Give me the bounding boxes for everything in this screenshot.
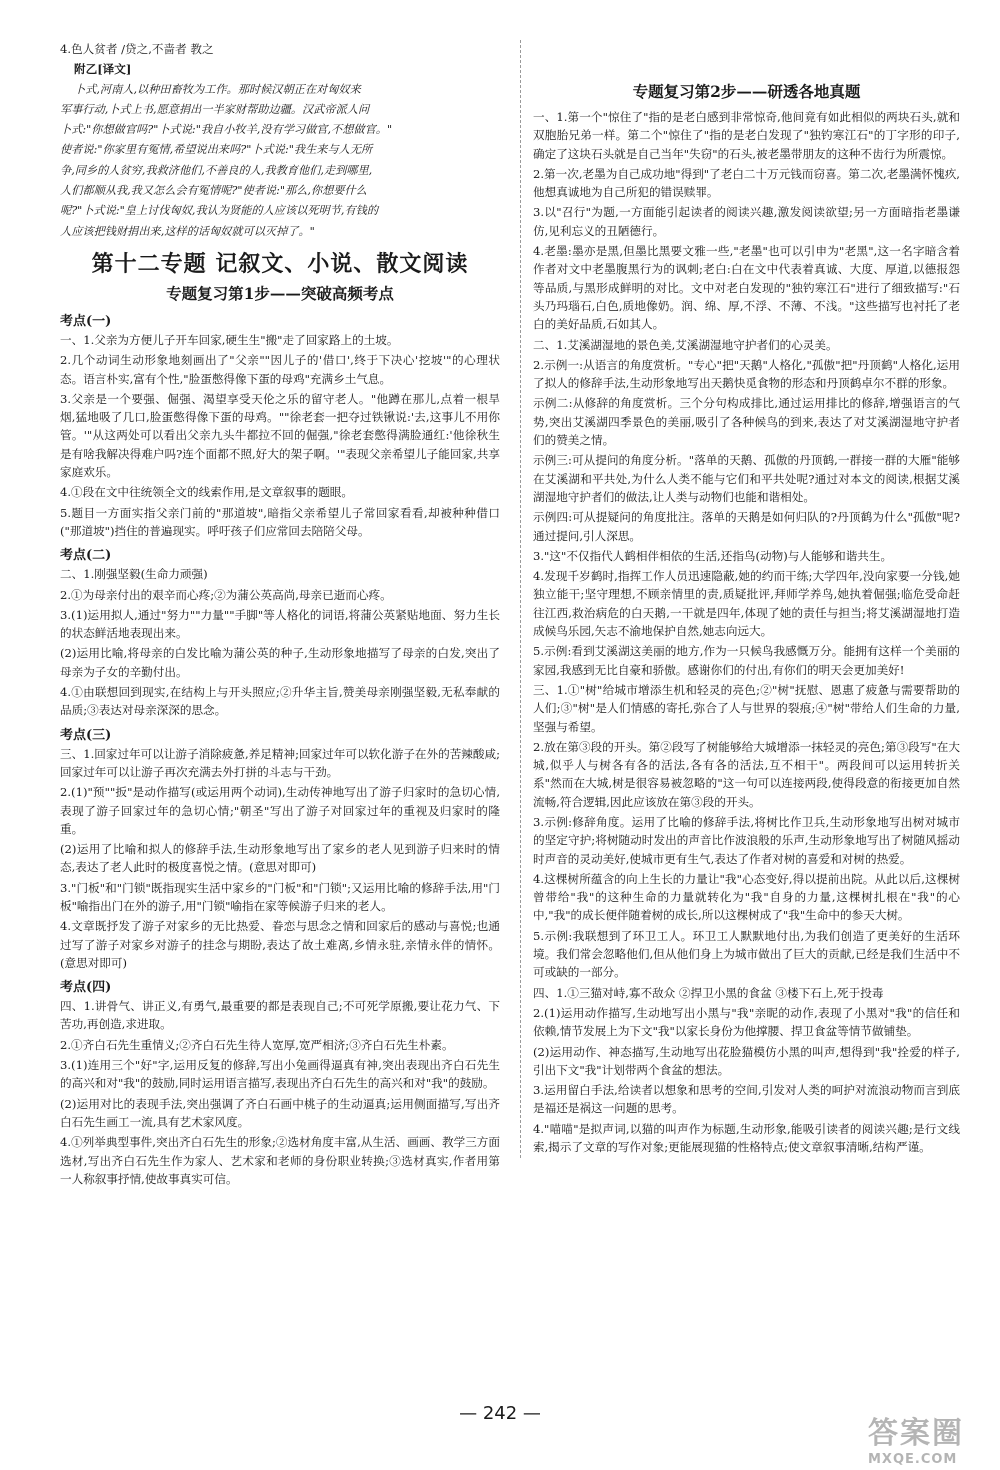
answer-item: (2)运用了比喻和拟人的修辞手法,生动形象地写出了家乡的老人见到游子归来时的情态,表达了老人此时的极度喜悦之情。(意思对即可) [60,842,500,875]
answer-item: 2.①齐白石先生重情义;②齐白石先生待人宽厚,宽严相济;③齐白石先生朴素。 [60,1037,454,1052]
answer-item: 3.父亲是一个要强、倔强、渴望享受天伦之乐的留守老人。"他蹲在那儿,点着一根旱烟,猛地吸了几口,脸蛋憋得像下蛋的母鸡。""徐老套一把夺过铁锹说:'去,这事儿不用你管。'"从这两处可以看出父亲九头牛都拉不回的倔强,"徐老套憋得满脸通红:'他徐秋生是有啥我解决得难户吗?连个面都不照,好大的架子啊。'"表现父亲希望儿子能回家,共享家庭欢乐。 [60,391,500,480]
right-column [520,40,960,1158]
chapter-title: 第十二专题 记叙文、小说、散文阅读 [91,250,469,277]
answer-item: 3.(1)运用拟人,通过"努力""力量""手脚"等人格化的词语,将蒲公英紧贴地面、努力生长的状态鲜活地表现出来。 [60,607,500,641]
answer-item: 4.文章既抒发了游子对家乡的无比热爱、眷恋与思念之情和回家后的感动与喜悦;也通过写了游子对家乡对游子的挂念与期盼,表达了故土难离,乡情永驻,亲情永伴的情怀。(意思对即可) [60,919,500,970]
translation-line: 人应该把钱财捐出来,这样的话匈奴就可以灭掉了。" [60,224,315,238]
answer-item: 4.①段在文中往统领全文的线索作用,是文章叙事的题眼。 [60,485,353,500]
watermark-top: 答案圈 [868,1416,964,1451]
translation-line: 军事行动,卜式上书,愿意捐出一半家财帮助边疆。汉武帝派人问 [60,102,370,116]
answer-item: 4."喵喵"是拟声词,以猫的叫声作为标题,生动形象,能吸引读者的阅读兴趣;是行文线索,揭示了文章的写作对象;更能展现猫的性格特点;使文章叙事清晰,结构严谨。 [533,1121,960,1155]
answer-item: 三、1.回家过年可以让游子消除疲惫,养足精神;回家过年可以软化游子在外的苦辣酸咸;回家过年可以让游子再次充满去外打拼的斗志与干劲。 [60,746,500,779]
answer-item: 3.(1)连用三个"好"字,运用反复的修辞,写出小兔画得逼真有神,突出表现出齐白石先生的高兴和对"我"的鼓励,同时运用语言描写,表现出齐白石先生的高兴和对"我"的鼓励。 [60,1058,500,1091]
translation-line: 争,同乡的人贫穷,我救济他们,不善良的人,我教育他们,走到哪里, [60,163,373,177]
watermark-logo [868,1408,978,1467]
page-number: — 242 — [459,1403,541,1424]
answer-item: 3.运用留白手法,给读者以想象和思考的空间,引发对人类的呵护对流浪动物而言到底是福还是祸这一问题的思考。 [533,1083,960,1116]
step2-title: 专题复习第2步——研透各地真题 [632,82,861,101]
answer-item: 3."门板"和"门锁"既指现实生活中家乡的"门板"和"门锁";又运用比喻的修辞手法,用"门板"喻指出门在外的游子,用"门锁"喻指在家等候游子归来的老人。 [60,880,500,913]
answer-item: (2)运用动作、神态描写,生动地写出花脸猫模仿小黑的叫声,想得到"我"拴爱的样子,引出下文"我"计划带两个食盆的想法。 [533,1044,960,1077]
translation-line: 卜式,河南人,以种田畜牧为工作。那时候汉朝正在对匈奴来 [74,82,361,96]
answer-item: 二、1.艾溪湖湿地的景色美,艾溪湖湿地守护者们的心灵美。 [533,337,838,352]
answer-item: 3."这"不仅指代人鹤相伴相依的生活,还指鸟(动物)与人能够和谐共生。 [533,548,893,563]
answer-item: 二、1.刚强坚毅(生命力顽强) [60,567,208,582]
translation-line: 人们都顺从我,我又怎么会有冤情呢?"使者说:"那么,你想要什么 [60,184,367,198]
kaodian-2-title: 考点(二) [60,548,112,564]
answer-item: 3.以"召行"为题,一方面能引起读者的阅读兴趣,激发阅读欲望;另一方面暗指老墨谦仿,见利忘义的丑陋德行。 [533,205,960,238]
answer-item: 5.题目一方面实指父亲门前的"那道坡",暗指父亲希望儿子常回家看看,却被种种借口("那道坡")挡住的普遍现实。呼吁孩子们应常回去陪陪父母。 [60,505,500,538]
kaodian-1-title: 考点(一) [60,313,112,329]
answer-item: (2)运用比喻,将母亲的白发比喻为蒲公英的种子,生动形象地描写了母亲的白发,突出了母亲为子女的辛勤付出。 [60,646,500,679]
answer-item: 4.发现千岁鹤时,指挥工作人员迅速隐蔽,她的约而干练;大学四年,没向家要一分钱,她独立能干;坚守理想,不顾亲情里的责,质疑批评,拜师学养鸟,她执着倔强;临危受命赶往江西,救治病危的白天鹅,一干就是四年,体现了她的责任与担当;将艾溪湖湿地打造成候鸟乐园,矢志不渝地保护自然,她志向远大。 [533,569,960,639]
translation-line: 使者说:"你家里有冤情,希望说出来吗?"卜式说:"我生来与人无所 [60,143,373,157]
answer-item: 3.示例:修辞角度。运用了比喻的修辞手法,将树比作卫兵,生动形象地写出树对城市的坚定守护;将树随动时发出的声音比作波浪般的乐声,生动形象地写出了树随风摇动时声音的灵动美好,使城市更有生气,表达了作者对树的喜爱和对树的热爱。 [533,814,960,866]
translation-title: 附乙[译文] [74,62,132,77]
answer-item: 4.①由联想回到现实,在结构上与开头照应;②升华主旨,赞美母亲刚强坚毅,无私奉献的品质;③表达对母亲深深的思念。 [60,685,500,718]
step1-title: 专题复习第1步——突破高频考点 [166,283,394,303]
answer-item: 2.第一次,老墨为自己成功地"得到"了老白二十万元钱而窃喜。第二次,老墨满怀愧疚,他想真诚地为自己所犯的错误赎罪。 [533,166,960,200]
answer-item: 2.(1)"预""扳"是动作描写(或运用两个动词),生动传神地写出了游子归家时的急切心情,表现了游子回家过年的急切心情;"朝圣"写出了游子对回家过年的重视及归家时的隆重。 [60,785,500,836]
answer-item: 一、1.父亲为方便儿子开车回家,硬生生"搬"走了回家路上的土坡。 [60,332,399,347]
answer-item: 四、1.讲骨气、讲正义,有勇气,最重要的都是表现自己;不可死学原搬,要让花力气、下苦功,再创造,求进取。 [60,999,500,1032]
answer-item: 一、1.第一个"惊住了"指的是老白感到非常惊奇,他间竟有如此相似的两块石头,就和双胞胎兄弟一样。第二个"惊住了"指的是老白发现了"独钓寒江石"的丁字形的印子,确定了这块石头就是自己当年"失窃"的石头,被老墨带朋友的这种不齿行为所震惊。 [533,110,960,161]
answer-item: 2.(1)运用动作描写,生动地写出小黑与"我"亲昵的动作,表现了小黑对"我"的信任和依赖,情节发展上为下文"我"以家长身份为他撑腰、捍卫食盆等情节做铺垫。 [533,1005,960,1039]
answer-item: 三、1.①"树"给城市增添生机和轻灵的亮色;②"树"抚慰、恩惠了疲惫与需要帮助的人们;③"树"是人们情感的寄托,弥合了人与世界的裂痕;④"树"带给人们生命的力量,坚强与希望。 [533,682,960,734]
answer-item: 2.示例一:从语言的角度赏析。"专心"把"天鹅"人格化,"孤傲"把"丹顶鹤"人格化,运用了拟人的修辞手法,生动形象地写出天鹅快觅食物的形态和丹顶鹤卓尔不群的形象。 [533,357,960,391]
answer-item: 4.①列举典型事件,突出齐白石先生的形象;②选材角度丰富,从生活、画画、教学三方面选材,写出齐白石先生作为家人、艺术家和老师的身份职业转换;③选材真实,作者用第一人称叙事抒情,使故事真实可信。 [60,1135,500,1186]
kaodian-3-title: 考点(三) [60,727,112,743]
watermark-bottom: MXQE.COM [868,1452,958,1467]
item-4: 4.色人贫者 /贷之,不啬者 教之 [60,42,214,56]
answer-item: (2)运用对比的表现手法,突出强调了齐白石画中桃子的生动逼真;运用侧面描写,写出齐白石先生画工一流,具有艺术家风度。 [60,1096,500,1129]
answer-item: 2.放在第③段的开头。第②段写了树能够给大城增添一抹轻灵的亮色;第③段写"在大城,似乎人与树各有各的活法,各有各的活法,互不相干"。两段间可以运用转折关系"然而在大城,树是很容易被忽略的"这一句可以连接两段,使得段意的衔接更加自然流畅,符合逻辑,因此应该放在第③段的开头。 [533,739,960,809]
answer-item: 示例二:从修辞的角度赏析。三个分句构成排比,通过运用排比的修辞,增强语言的气势,突出艾溪湖四季景色的美丽,吸引了各种候鸟的到来,表达了对艾溪湖湿地守护者们的赞美之情。 [533,396,960,448]
kaodian-4-title: 考点(四) [60,980,112,996]
answer-item: 5.示例:看到艾溪湖这美丽的地方,作为一只候鸟我感慨万分。能拥有这样一个美丽的家园,我感到无比自豪和骄傲。感谢你们的付出,有你们的明天会更加美好! [533,644,960,677]
answer-item: 4.老墨:墨亦是黑,但墨比黑要文雅一些,"老墨"也可以引申为"老黑",这一名字暗含着作者对文中老墨腹黑行为的讽刺;老白:白在文中代表着真诚、大度、厚道,以德报怨等品质,与黑形成鲜明的对比。文中对老白发现的"独钓寒江石"进行了细致描写:"石头乃玛瑙石,白色,质地像奶。润、绵、厚,不浮、不薄、不浅。"这些描写也衬托了老白的美好品质,石如其人。 [533,244,960,332]
answer-item: 四、1.①三猫对峙,寡不敌众 ②捍卫小黑的食盆 ③楼下石上,死于投毒 [533,985,884,1000]
answer-item: 示例四:可从提疑问的角度批注。落单的天鹅是如何归队的?丹顶鹤为什么"孤傲"呢?通过提问,引人深思。 [533,510,960,543]
translation-line: 呢?"卜式说:"皇上讨伐匈奴,我认为贤能的人应该以死明节,有钱的 [60,204,379,218]
answer-item: 2.几个动词生动形象地刻画出了"父亲""因儿子的'借口',终于下决心'挖坡'"的心理状态。语言朴实,富有个性,"脸蛋憋得像下蛋的母鸡"充满乡土气息。 [60,353,500,386]
translation-block [60,81,500,241]
translation-line: 卜式:"你想做官吗?"卜式说:"我自小牧羊,没有学习做官,不想做官。" [60,123,393,137]
left-column [60,40,500,1190]
answer-item: 2.①为母亲付出的艰辛而心疼;②为蒲公英高尚,母亲已逝而心疼。 [60,587,392,602]
answer-item: 5.示例:我联想到了环卫工人。环卫工人默默地付出,为我们创造了更美好的生活环境。我们常会忽略他们,但从他们身上为城市做出了巨大的贡献,已经是我们生活中不可或缺的一部分。 [533,928,960,980]
answer-item: 示例三:可从提问的角度分析。"落单的天鹅、孤傲的丹顶鹤,一群接一群的大雁"能够在艾溪湖和平共处,为什么人类不能与它们和平共处呢?通过对本文的阅读,根据艾溪湖湿地守护者们的做法,让人类与动物们也能和谐相处。 [533,453,960,504]
answer-item: 4.这棵树所蕴含的向上生长的力量让"我"心态变好,得以提前出院。从此以后,这棵树曾带给"我"的这种生命的力量就转化为"我"自身的力量,这棵树扎根在"我"的心中,"我"的成长便伴随着树的成长,所以这棵树成了"我"生命中的参天大树。 [533,871,960,923]
